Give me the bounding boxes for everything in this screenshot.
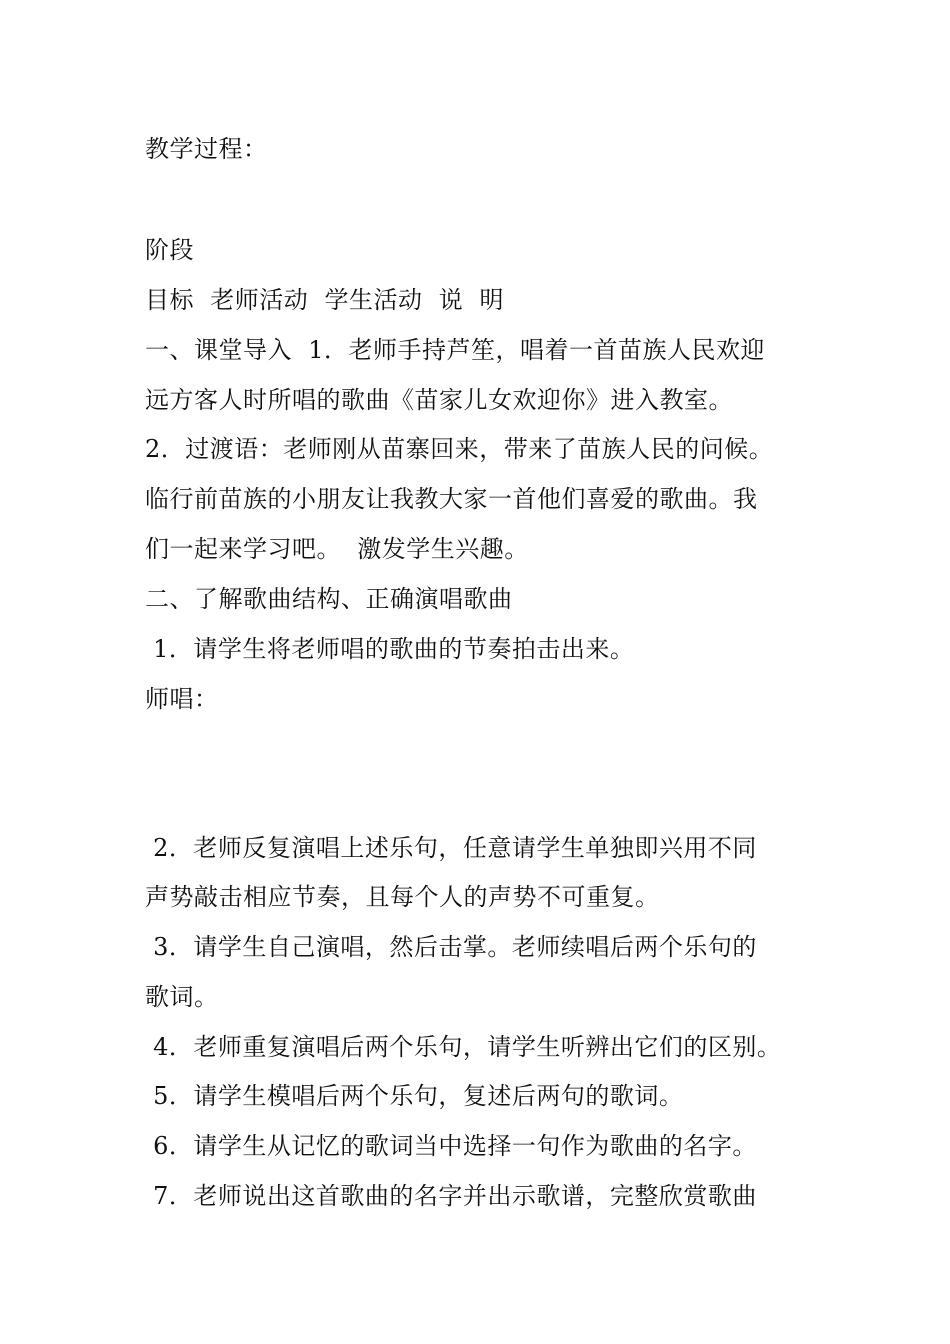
paragraph-line: 歌词。 (145, 983, 219, 1011)
paragraph-line: 3．请学生自己演唱，然后击掌。老师续唱后两个乐句的 (145, 933, 757, 961)
paragraph-line: 临行前苗族的小朋友让我教大家一首他们喜爱的歌曲。我 (145, 485, 758, 513)
paragraph-line: 们一起来学习吧。 激发学生兴趣。 (145, 535, 529, 563)
paragraph-line: 1．请学生将老师唱的歌曲的节奏拍击出来。 (145, 635, 635, 663)
paragraph-line: 4．老师重复演唱后两个乐句，请学生听辨出它们的区别。 (145, 1033, 782, 1061)
paragraph-line: 6．请学生从记忆的歌词当中选择一句作为歌曲的名字。 (145, 1132, 757, 1160)
table-header-stage: 阶段 (145, 236, 194, 264)
paragraph-line: 一、课堂导入 1．老师手持芦笙，唱着一首苗族人民欢迎 (145, 336, 766, 364)
table-header-columns: 目标 老师活动 学生活动 说 明 (145, 286, 505, 314)
paragraph-line: 5．请学生模唱后两个乐句，复述后两句的歌词。 (145, 1082, 684, 1110)
paragraph-line: 声势敲击相应节奏，且每个人的声势不可重复。 (145, 883, 660, 911)
section-heading-song-structure: 二、了解歌曲结构、正确演唱歌曲 (145, 585, 513, 613)
paragraph-line: 7．老师说出这首歌曲的名字并出示歌谱，完整欣赏歌曲 (145, 1182, 757, 1210)
paragraph-line: 远方客人时所唱的歌曲《苗家儿女欢迎你》进入教室。 (145, 386, 733, 414)
paragraph-line: 2．过渡语：老师刚从苗寨回来，带来了苗族人民的问候。 (145, 435, 774, 463)
paragraph-line: 师唱： (145, 685, 219, 713)
section-heading-teaching-process: 教学过程： (145, 135, 268, 163)
paragraph-line: 2．老师反复演唱上述乐句，任意请学生单独即兴用不同 (145, 834, 757, 862)
